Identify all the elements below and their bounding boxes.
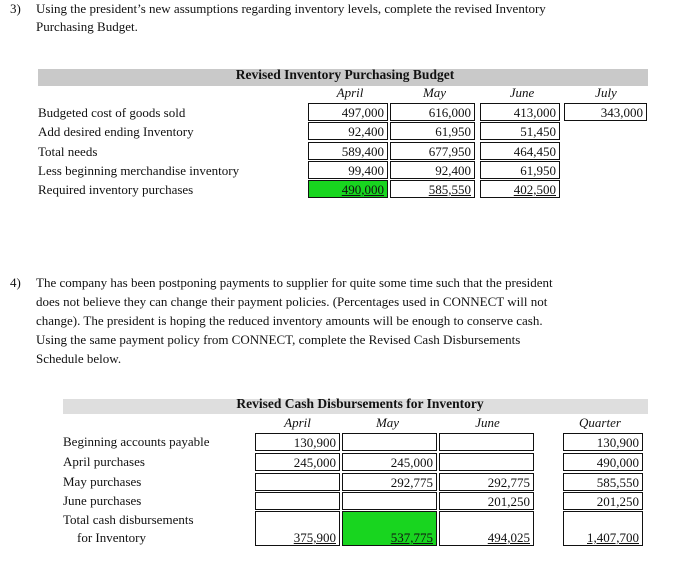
disb-col-june: June xyxy=(475,415,500,430)
budget-cell-input[interactable]: 343,000 xyxy=(564,103,647,121)
budget-cell-input[interactable]: 51,450 xyxy=(480,122,560,140)
disb-col-quarter: Quarter xyxy=(579,415,621,430)
budget-title: Revised Inventory Purchasing Budget xyxy=(235,67,455,82)
budget-total-cell[interactable]: 585,550 xyxy=(390,180,475,198)
disb-cell-input[interactable]: 292,775 xyxy=(342,473,437,491)
disb-cell-input[interactable] xyxy=(439,453,534,471)
budget-col-july: July xyxy=(595,85,617,100)
budget-total-cell-highlighted[interactable]: 490,000 xyxy=(308,180,388,198)
budget-cell-input[interactable]: 61,950 xyxy=(390,122,475,140)
question-4-number: 4) xyxy=(10,275,21,290)
budget-row-label: Less beginning merchandise inventory xyxy=(38,163,240,178)
disb-cell-input[interactable] xyxy=(342,492,437,510)
budget-cell-input[interactable]: 413,000 xyxy=(480,103,560,121)
budget-cell-input[interactable]: 92,400 xyxy=(390,161,475,179)
disb-cell-input[interactable]: 245,000 xyxy=(342,453,437,471)
budget-row-label: Budgeted cost of goods sold xyxy=(38,105,186,120)
disb-cell-input[interactable] xyxy=(255,492,340,510)
disb-title: Revised Cash Disbursements for Inventory xyxy=(236,396,484,411)
disb-cell-input[interactable]: 585,550 xyxy=(563,473,643,491)
disb-row-label: Beginning accounts payable xyxy=(63,434,210,449)
question-3-text: Using the president’s new assumptions regarding inventory levels, complete the revised Inventory Purchasing Budget. xyxy=(36,1,546,34)
disb-cell-input[interactable]: 490,000 xyxy=(563,453,643,471)
disb-cell-input[interactable]: 201,250 xyxy=(563,492,643,510)
budget-cell-input[interactable]: 677,950 xyxy=(390,142,475,160)
budget-col-june: June xyxy=(509,85,535,100)
question-3-number: 3) xyxy=(10,1,21,16)
disb-total-label: for Inventory xyxy=(77,530,146,545)
disb-cell-input[interactable]: 201,250 xyxy=(439,492,534,510)
question-4-text: The company has been postponing payments to supplier for quite some time such that the president does not believe they can change their payment policies. (Percentages used in CONNECT will not change). The president is hoping the reduced inventory amounts will be enough to conserve cash. Using the same payment policy from CONNECT, complete the Revised Cash Disbursements Schedule below. xyxy=(36,275,553,366)
disb-total-cell-highlighted[interactable]: 537,775 xyxy=(342,511,437,546)
budget-cell-input[interactable]: 589,400 xyxy=(308,142,388,160)
disb-row-label: June purchases xyxy=(63,493,142,508)
budget-total-cell[interactable]: 402,500 xyxy=(480,180,560,198)
budget-row-label: Add desired ending Inventory xyxy=(38,124,194,139)
budget-col-april: April xyxy=(336,85,364,100)
budget-cell-input[interactable]: 99,400 xyxy=(308,161,388,179)
disb-total-cell[interactable]: 494,025 xyxy=(439,511,534,546)
disb-row-label: April purchases xyxy=(63,454,145,469)
budget-cell-input[interactable]: 92,400 xyxy=(308,122,388,140)
disb-cell-input[interactable]: 130,900 xyxy=(563,433,643,451)
budget-row-label: Required inventory purchases xyxy=(38,182,194,197)
budget-row-label: Total needs xyxy=(38,144,98,159)
disb-col-may: May xyxy=(375,415,400,430)
budget-col-may: May xyxy=(422,85,447,100)
disb-total-cell[interactable]: 1,407,700 xyxy=(563,511,643,546)
disb-row-label: May purchases xyxy=(63,474,142,489)
disb-cell-input[interactable]: 292,775 xyxy=(439,473,534,491)
budget-cell-input[interactable]: 464,450 xyxy=(480,142,560,160)
disb-total-cell[interactable]: 375,900 xyxy=(255,511,340,546)
disb-cell-input[interactable] xyxy=(255,473,340,491)
disb-cell-input[interactable] xyxy=(342,433,437,451)
disb-cell-input[interactable]: 245,000 xyxy=(255,453,340,471)
disb-total-label: Total cash disbursements xyxy=(63,512,194,527)
disb-col-april: April xyxy=(284,415,311,430)
budget-cell-input[interactable]: 61,950 xyxy=(480,161,560,179)
budget-cell-input[interactable]: 497,000 xyxy=(308,103,388,121)
budget-cell-input[interactable]: 616,000 xyxy=(390,103,475,121)
disb-cell-input[interactable] xyxy=(439,433,534,451)
disb-cell-input[interactable]: 130,900 xyxy=(255,433,340,451)
